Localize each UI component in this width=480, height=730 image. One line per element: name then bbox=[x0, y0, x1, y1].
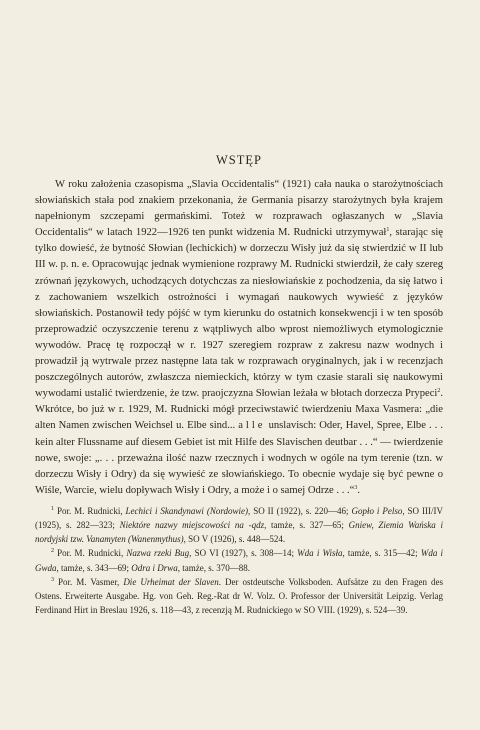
footnote-2-text: , tamże, s. 315—42; bbox=[342, 548, 421, 559]
footnote-1-text: , SO II (1922), s. 220—46; bbox=[248, 505, 352, 516]
footnote-mark-1: 1 bbox=[51, 505, 54, 512]
footnote-2-text: , tamże, s. 343—69; bbox=[56, 562, 132, 573]
paragraph-text-4: unslavisch: Oder, Havel, Spree, Elbe . . . kein alter Flussname auf diesem Gebiet ist mit Hilfe des Slavischen deutbar . . .“ — twierdzenie nowe, swoje: „. . . przeważna ilość nazw rzecznych i wodnych w ogóle na tym terenie (tzn. w dorzeczu Wisły i Odry) da się wywieść ze słowiańskiego. To obecnie wydaje się być pewne o Wiśle, Warcie, wielu dopływach Wisły i Odry, a może i o samej Odrze . . .“ bbox=[35, 420, 443, 496]
footnote-1-title-3: Niektóre nazwy miejscowości na -qdz bbox=[119, 520, 265, 531]
footnotes bbox=[35, 504, 443, 618]
footnote-1-text: Por. M. Rudnicki, bbox=[54, 505, 126, 516]
footnote-ref-3[interactable]: 3 bbox=[354, 484, 358, 491]
footnote-ref-2[interactable]: 2 bbox=[437, 388, 441, 395]
paragraph-text-2: , starając się tylko dowieść, że bytność Słowian (lechickich) w dorzeczu Wisły już da się stwierdzić w II lub III w. p. n. e. Opracowując jednak wymienione rozprawy M. Rudnicki stwierdził, że cały szereg zrównań językowych, uchodzących dotychczas za niesłowiańskie z pochodzenia, da się łatwo i z zachowaniem wszelkich ostrożności i wymagań naukowych wywieść z języków słowiańskich. Postanowił tedy pójść w tym kierunku do ostatnich konsekwencji i w ten sposób przeprowadzić oczyszczenie terenu z wątpliwych albo wprost niemożliwych etymologicznie wywodów. Pracę tę rozpoczął w r. 1927 szeregiem rozpraw z zakresu nazw wodnych i prowadził ją wytrwale przez następne lata tak w rozprawach oryginalnych, jak i w recenzjach poszczególnych autorów, zwłaszcza niemieckich, którzy w tym czasie starali się naukowymi wywodami ustalić twierdzenie, że tzw. praojczyzna Słowian leżała w błotach dorzecza Prypeci bbox=[35, 227, 444, 400]
footnote-2-text: , tamże, s. 370—88. bbox=[177, 562, 251, 573]
spaced-emphasis: alle bbox=[238, 420, 266, 432]
intro-paragraph bbox=[35, 177, 443, 499]
section-heading: WSTĘP bbox=[216, 153, 262, 167]
footnote-2-title-4: Odra i Drwa bbox=[131, 562, 178, 573]
footnote-2-text: , SO VI (1927), s. 308—14; bbox=[189, 548, 298, 559]
footnote-2 bbox=[35, 546, 443, 574]
paragraph-text-3: . Wkrótce, bo już w r. 1929, M. Rudnicki mógł przeciwstawić twierdzeniu Maxa Vasmera: „die alten Namen zwischen Weichsel u. Elbe sind... bbox=[35, 388, 443, 432]
paragraph-text-1: W roku założenia czasopisma „Slavia Occidentalis“ (1921) cała nauka o starożytnościach słowiańskich stała pod znakiem przekonania, że Germania pisarzy starożytnych była krajem napełnionym szczepami germańskimi. Toteż w rozprawach ogłaszanych w „Slavia Occidentalis“ w latach 1922—1926 ten punkt widzenia M. Rudnicki utrzymywał bbox=[35, 179, 443, 239]
footnote-2-title-2: Wda i Wisła bbox=[297, 548, 343, 559]
footnote-1-title-2: Gopło i Pelso bbox=[351, 505, 403, 516]
footnote-2-title-1: Nazwa rzeki Bug bbox=[126, 548, 190, 559]
footnote-3 bbox=[35, 575, 443, 618]
footnote-3-text: . Der ostdeutsche Volksboden. Aufsätze zu den Fragen des Ostens. Erweiterte Ausgabe. Hg. von Geh. Reg.-Rat dr W. Volz. O. Professor der Universität Leipzig. Verlag Ferdinand Hirt in Breslau 1926, s. 118—43, z recenzją M. Rudnickiego w SO VIII. (1929), s. 524—39. bbox=[35, 576, 443, 616]
footnote-2-text: Por. M. Rudnicki, bbox=[54, 548, 127, 559]
footnote-1 bbox=[35, 504, 443, 547]
main-text bbox=[35, 177, 443, 499]
footnote-mark-2: 2 bbox=[51, 548, 54, 555]
footnote-3-text: Por. M. Vasmer, bbox=[54, 576, 124, 587]
footnote-ref-1[interactable]: 1 bbox=[386, 227, 390, 234]
footnote-1-text: , SO III/IV (1925), s. 282—323; bbox=[35, 505, 443, 531]
footnote-1-title-1: Lechici i Skandynawi (Nordowie) bbox=[125, 505, 249, 516]
footnote-2-title-3: Wda i Gwda bbox=[35, 548, 443, 573]
footnote-1-title-4: Gniew, Ziemia Wańska i nordyjski tzw. Vanamyten (Wanenmythus) bbox=[35, 520, 443, 545]
footnote-1-text: , SO V (1926), s. 448—524. bbox=[183, 534, 286, 545]
paragraph-end: . bbox=[357, 484, 361, 496]
footnote-1-text: , tamże, s. 327—65; bbox=[264, 520, 349, 531]
footnote-mark-3: 3 bbox=[51, 576, 54, 583]
footnote-3-title-1: Die Urheimat der Slaven bbox=[123, 576, 219, 587]
